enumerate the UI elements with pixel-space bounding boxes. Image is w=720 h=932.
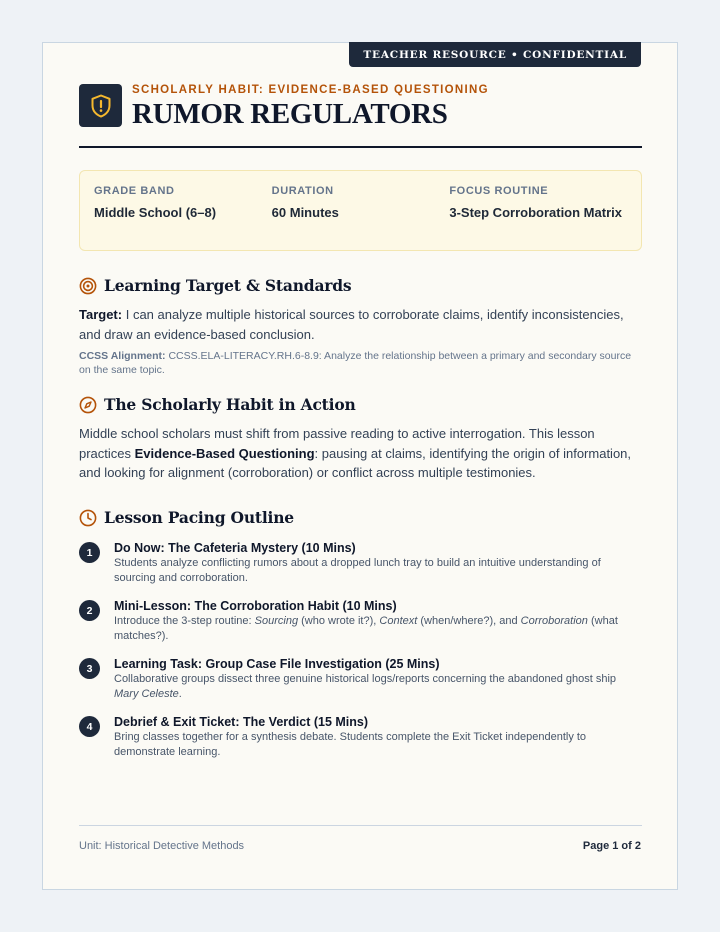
desc-italic: Sourcing [254,615,299,627]
desc-text: (who wrote it?), [298,615,380,627]
step-number: 2 [79,600,100,621]
target-text: I can analyze multiple historical sources to corroborate claims, identify inconsistencies, and draw an evidence-based conclusion. [79,307,624,342]
desc-text: Introduce the 3-step routine: [114,615,255,627]
page-header [79,84,642,131]
lesson-pacing-heading [79,508,294,527]
desc-text: (when/where?), and [417,615,521,627]
scholarly-habit-text [79,424,644,483]
info-value: Middle School (6–8) [94,205,217,220]
pacing-step [79,598,644,643]
desc-italic: Corroboration [520,615,588,627]
section-title: Lesson Pacing Outline [104,508,294,527]
habit-bold: Evidence-Based Questioning [134,445,315,461]
desc-italic: Mary Celeste [114,687,179,700]
step-desc: Bring classes together for a synthesis debate. Students complete the Exit Ticket independently to demonstrate learning. [114,731,587,758]
step-desc [114,614,642,643]
target-label: Target: [79,307,123,322]
header-divider [79,146,642,148]
info-value: 60 Minutes [271,205,339,220]
step-body [114,656,642,701]
page-title: RUMOR REGULATORS [132,98,448,130]
page-label: Page [582,840,613,852]
ccss-label: CCSS Alignment: [79,350,166,362]
step-body [114,540,642,585]
step-body [114,714,642,759]
info-label: FOCUS ROUTINE [449,185,549,197]
compass-icon [79,396,97,414]
target-icon [79,277,97,295]
clock-icon [79,509,97,527]
shield-alert-icon [79,84,122,127]
page-total: of 2 [618,840,641,852]
step-number: 1 [79,542,100,563]
habit-text: Middle school scholars must shift from passive reading to active interrogation. This lesson practices [79,426,595,461]
step-title: Learning Task: Group Case File Investigation (25 Mins) [114,657,440,671]
step-title: Do Now: The Cafeteria Mystery (10 Mins) [114,541,356,555]
pacing-step [79,656,644,701]
step-title: Debrief & Exit Ticket: The Verdict (15 Mins) [114,715,369,729]
scholarly-habit-heading [79,395,356,414]
unit-label: Unit: Historical Detective Methods [79,840,245,852]
habit-text: : pausing at claims, identifying the origin of information, and looking for alignment (corroboration) or conflict across multiple testimonies. [79,445,632,480]
lesson-page [42,42,678,890]
info-box [79,170,642,251]
step-body [114,598,642,643]
info-focus-routine [449,185,627,250]
desc-text: . [178,687,182,700]
pacing-step [79,714,644,759]
info-duration [272,185,450,250]
section-title: Learning Target & Standards [104,276,352,295]
info-grade-band [94,185,272,250]
page-current: 1 [612,840,619,852]
footer-divider [79,825,642,826]
info-label: DURATION [271,185,334,197]
step-number: 3 [79,658,100,679]
step-desc: Students analyze conflicting rumors about a dropped lunch tray to build an intuitive understanding of sourcing and corroboration. [114,557,601,584]
step-number: 4 [79,716,100,737]
step-desc [114,672,642,701]
habit-kicker: SCHOLARLY HABIT: EVIDENCE-BASED QUESTIONING [132,84,489,96]
desc-text: (what matches?). [114,615,618,642]
info-value: 3-Step Corroboration Matrix [449,205,622,220]
ccss-text: CCSS.ELA-LITERACY.RH.6-8.9: Analyze the relationship between a primary and secondary source on the same topic. [79,350,632,376]
info-label: GRADE BAND [94,185,175,197]
page-number [583,840,641,852]
desc-text: Collaborative groups dissect three genuine historical logs/reports concerning the abandoned ghost ship [114,673,617,685]
ccss-alignment [79,349,644,377]
learning-target-heading [79,276,351,295]
step-title: Mini-Lesson: The Corroboration Habit (10 Mins) [114,599,397,613]
confidential-banner: TEACHER RESOURCE • CONFIDENTIAL [349,42,641,67]
section-title: The Scholarly Habit in Action [104,395,356,414]
pacing-step [79,540,644,585]
learning-target-text [79,305,644,344]
desc-italic: Context [379,615,418,627]
